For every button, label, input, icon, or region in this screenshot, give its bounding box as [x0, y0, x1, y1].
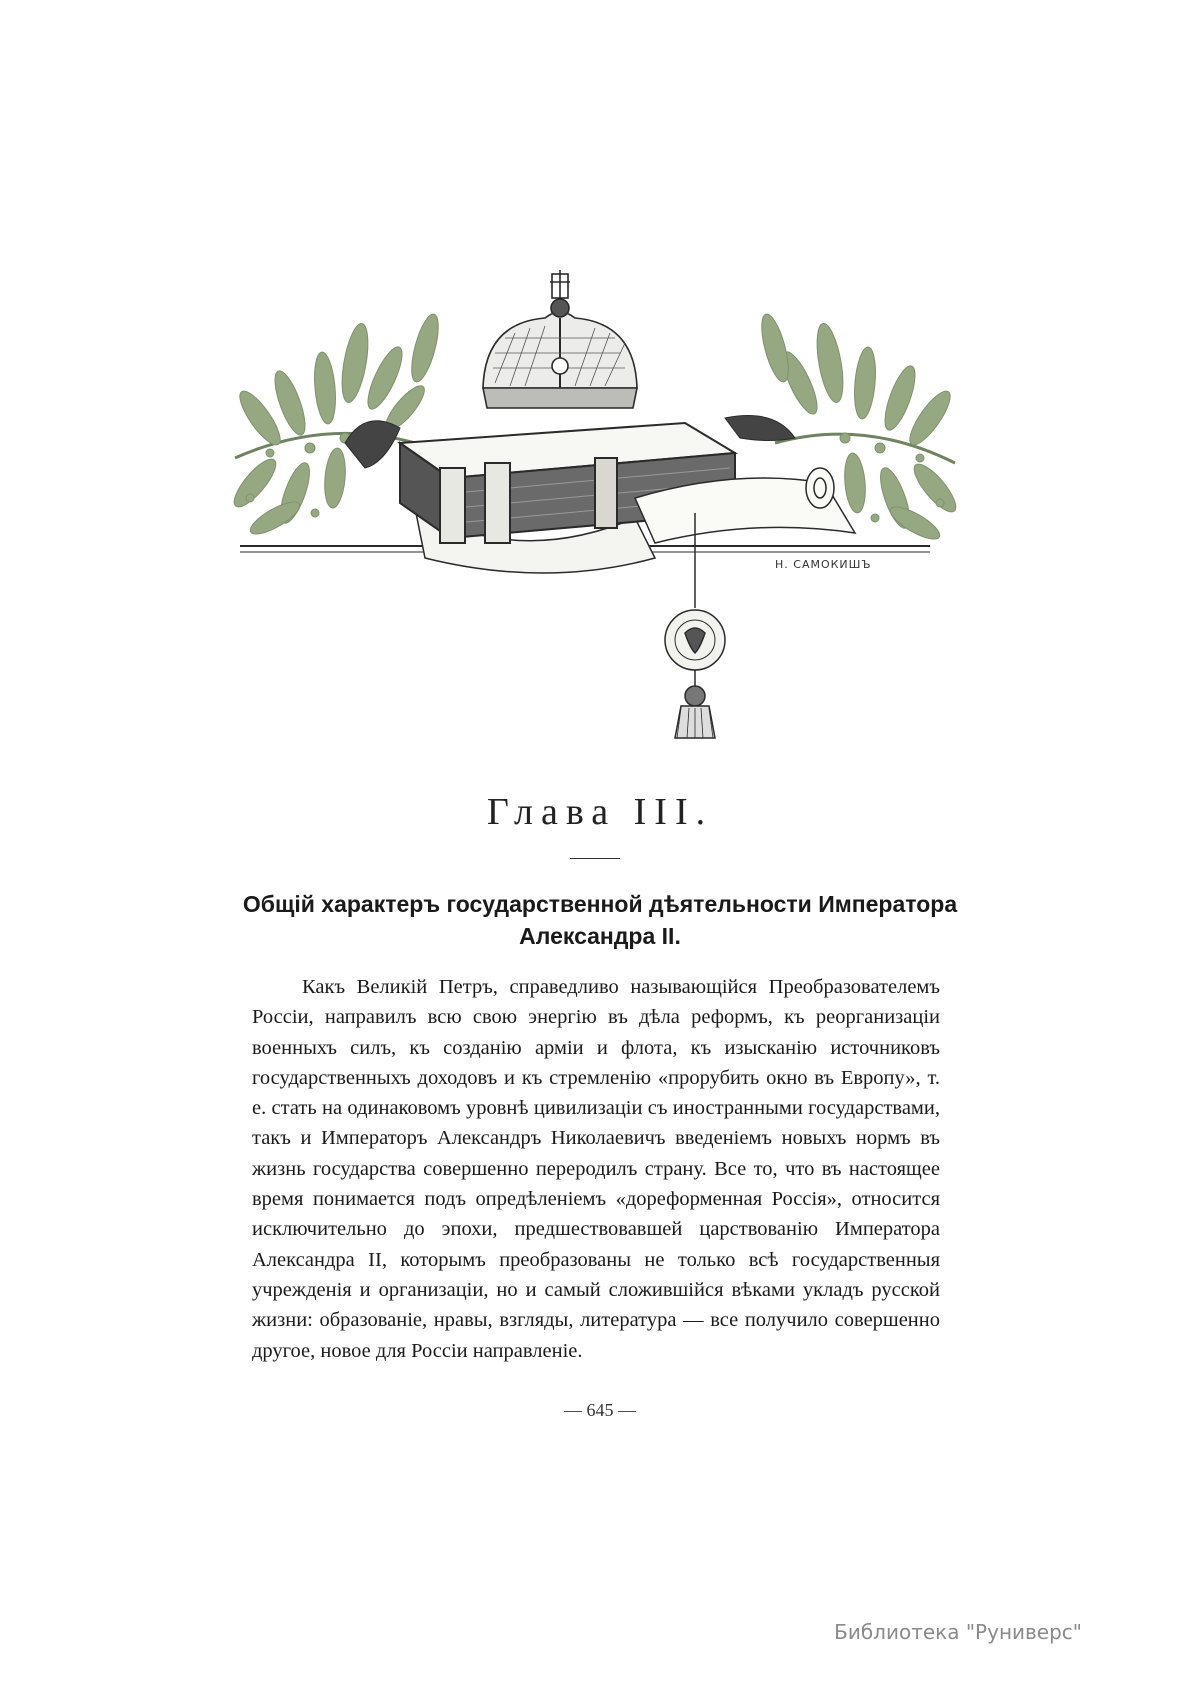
left-ribbon — [345, 421, 400, 468]
library-watermark: Библиотека "Руниверс" — [834, 1620, 1082, 1644]
artist-signature: Н. САМОКИШЪ — [775, 558, 872, 571]
page-number: — 645 — — [564, 1400, 636, 1420]
chapter-title: Глава III. — [486, 791, 714, 833]
chapter-subtitle: Общій характеръ государственной дѣятельности Императора Александра II. — [242, 891, 958, 949]
right-ribbon — [725, 416, 795, 441]
crown-book-laurel-vignette — [215, 268, 975, 748]
imperial-crown — [483, 270, 637, 408]
body-paragraph: Какъ Великій Петръ, справедливо называющійся Преобразователемъ Россіи, направилъ всю свою энергію въ дѣла реформъ, къ реорганизаціи военныхъ силъ, къ созданію арміи и флота, къ изысканію источниковъ государственныхъ доходовъ и къ стремленію «прорубить окно въ Европу», т. е. стать на одинаковомъ уровнѣ цивилизаціи съ иностранными государствами, такъ и Императоръ Александръ Николаевичъ введеніемъ новыхъ нормъ въ жизнь государства совершенно переродилъ страну. Все то, что въ настоящее время понимается подъ опредѣленіемъ «дореформенная Россія», относится исключительно до эпохи, предшествовавшей царствованію Императора Александра II, которымъ преобразованы не только всѣ государственныя учрежденія и организаціи, но и самый сложившійся вѣками укладъ русской жизни: образованіе, нравы, взгляды, литература — все получило совершенно другое, новое для Россіи направленіе. — [252, 976, 940, 1362]
headpiece-illustration — [215, 268, 975, 748]
title-divider — [570, 858, 620, 859]
